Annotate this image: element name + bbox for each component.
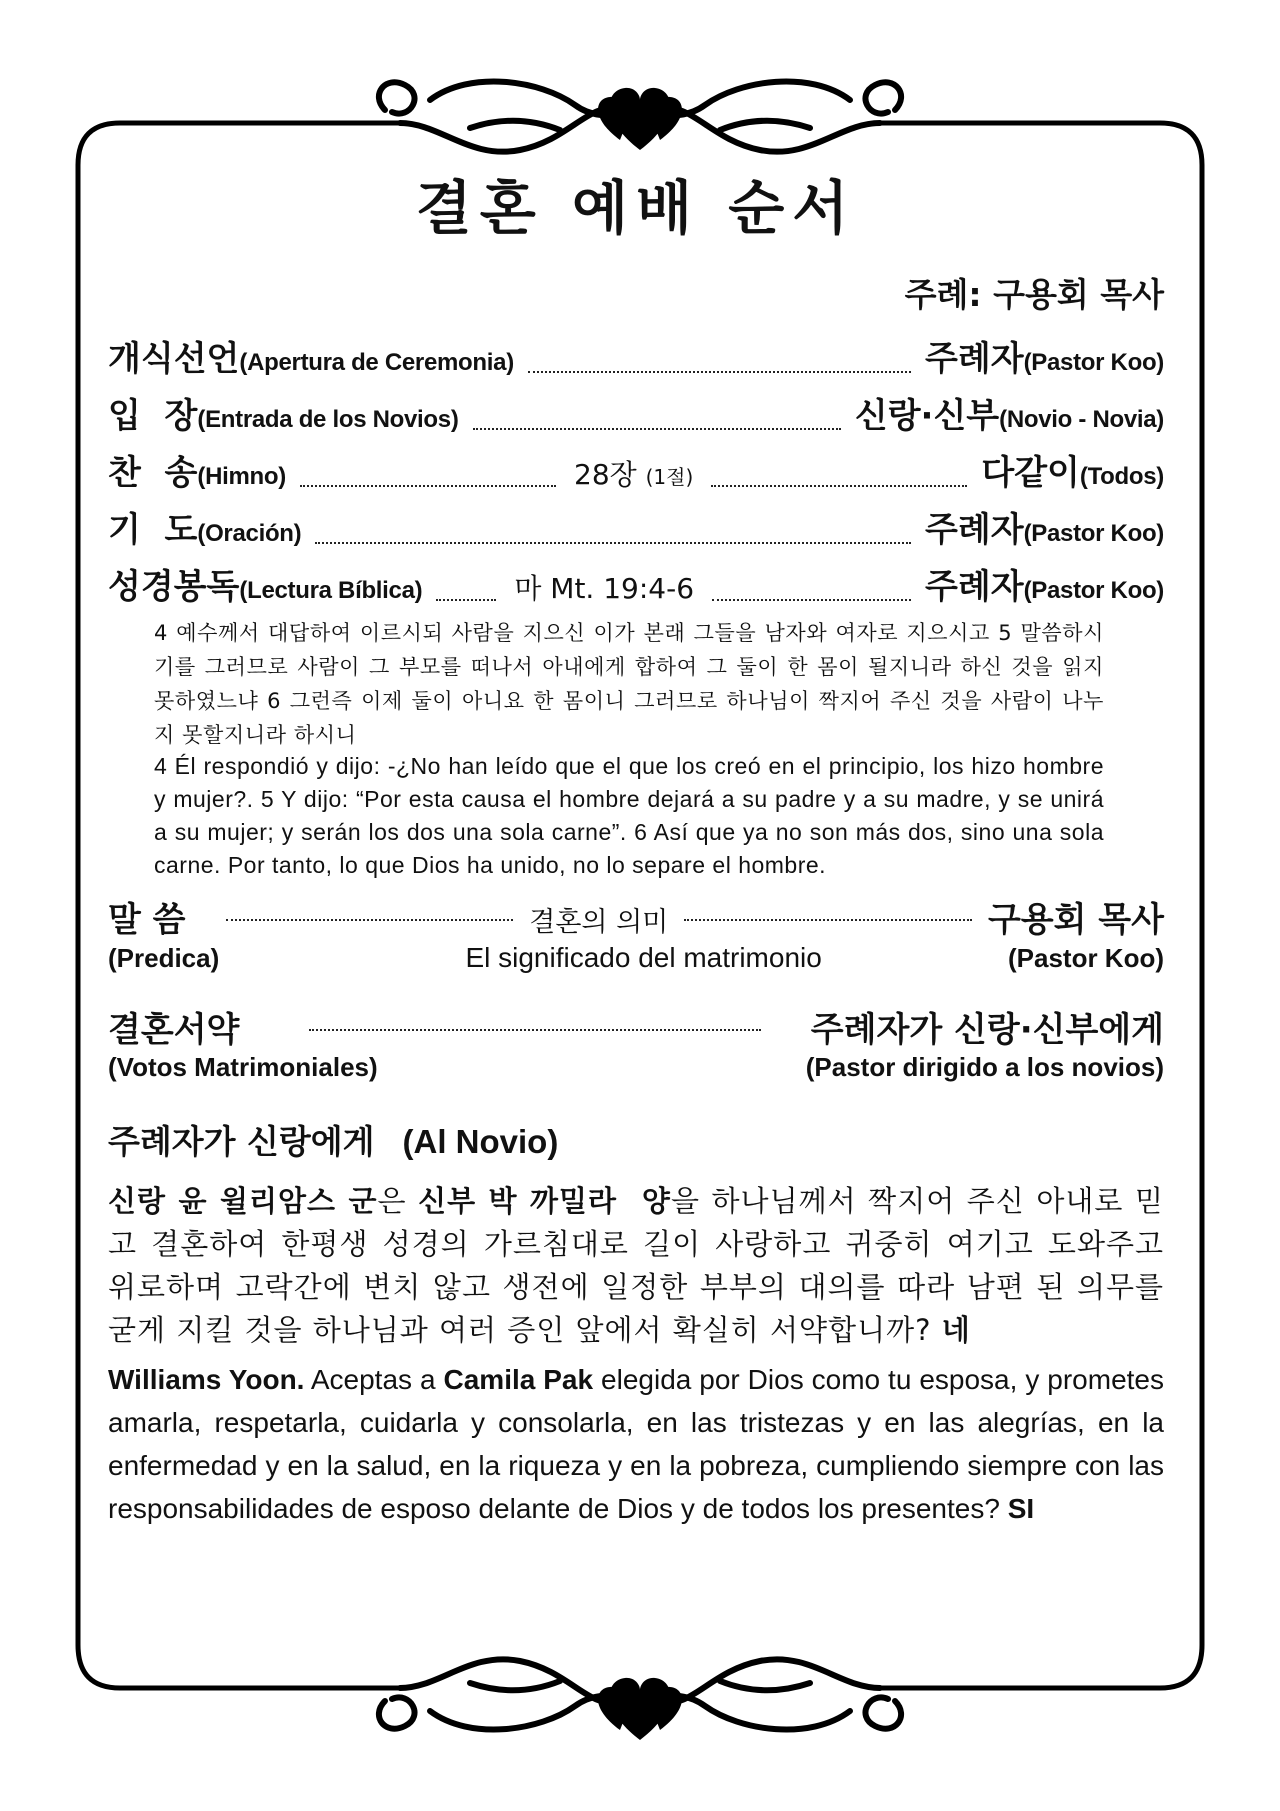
program-item-reading bbox=[108, 559, 1164, 616]
dot-leader bbox=[300, 484, 556, 487]
vow-answer-ko: 네 bbox=[941, 1313, 971, 1347]
program-item-hymn bbox=[108, 445, 1164, 502]
item-person-es: (Pastor Koo) bbox=[1023, 349, 1164, 376]
sermon-topic-es: El significado del matrimonio bbox=[465, 942, 822, 973]
dot-leader bbox=[528, 370, 911, 373]
dot-leader bbox=[436, 598, 496, 601]
sermon-title-es: (Predica) bbox=[108, 943, 220, 973]
bottom-hearts-icon bbox=[598, 1678, 682, 1740]
item-person-ko: 주례자 bbox=[925, 339, 1024, 379]
item-title-es: (Himno) bbox=[197, 463, 286, 490]
item-person-es: (Todos) bbox=[1079, 463, 1164, 490]
dot-leader bbox=[226, 919, 514, 921]
item-person-ko: 주례자 bbox=[925, 567, 1024, 607]
scripture-text-es: 4 Él respondió y dijo: -¿No han leído que el que los creó en el principio, los hizo hombre y mujer?. 5 Y dijo: “Por esta causa el hombre dejará a su padre y a su madre, y se unirá a su mujer; y serán los dos una sola carne”. 6 Así que ya no son más dos, sino una sola carne. Por tanto, lo que Dios ha unido, no lo separe el hombre. bbox=[154, 753, 1104, 878]
item-title-ko: 개식선언 bbox=[108, 339, 240, 379]
program-item-opening bbox=[108, 331, 1164, 388]
item-title-ko: 찬 송 bbox=[108, 453, 198, 493]
item-person-es: (Pastor Koo) bbox=[1023, 520, 1164, 547]
dot-leader bbox=[315, 541, 911, 544]
sermon-section bbox=[108, 892, 1164, 994]
sermon-preacher-ko: 구용회 목사 bbox=[987, 900, 1164, 940]
to-groom-es: (Al Novio) bbox=[402, 1123, 559, 1160]
vow-text: Aceptas a bbox=[304, 1364, 444, 1395]
item-title-ko: 입 장 bbox=[108, 396, 198, 436]
dot-leader bbox=[711, 484, 967, 487]
to-groom-heading bbox=[108, 1118, 1164, 1166]
dot-leader bbox=[309, 1029, 760, 1031]
item-title-ko: 기 도 bbox=[108, 510, 198, 550]
sermon-preacher-es: (Pastor Koo) bbox=[1008, 943, 1164, 973]
groom-name-es: Williams Yoon. bbox=[108, 1364, 305, 1395]
item-person-ko: 신랑·신부 bbox=[854, 396, 1000, 436]
item-title-es: (Apertura de Ceremonia) bbox=[239, 349, 514, 376]
hymn-verse: (1절) bbox=[645, 465, 694, 489]
vow-text: elegida por Dios como tu esposa, y prometes amarla, respetarla, cuidarla y consolarla, en las tristezas y en las alegrías, en la enfermedad y en la salud, en la riqueza y en la pobreza, cumpliendo siempre con las responsabilidades de esposo delante de Dios y de todos los presentes? bbox=[108, 1364, 1165, 1524]
dot-leader bbox=[473, 427, 841, 430]
item-title-es: (Entrada de los Novios) bbox=[197, 406, 459, 433]
item-title-ko: 성경봉독 bbox=[108, 567, 240, 607]
item-person-es: (Pastor Koo) bbox=[1023, 577, 1164, 604]
scripture-reference: 마 Mt. 19:4-6 bbox=[514, 572, 695, 605]
top-hearts-icon bbox=[598, 88, 682, 150]
vow-answer-es: SI bbox=[1007, 1493, 1035, 1524]
vow-text: 은 bbox=[377, 1184, 419, 1218]
program-item-entrance bbox=[108, 388, 1164, 445]
vows-title-es: (Votos Matrimoniales) bbox=[108, 1052, 378, 1082]
scripture-passage bbox=[154, 616, 1104, 882]
item-person-es: (Novio - Novia) bbox=[999, 406, 1164, 433]
vows-title-ko: 결혼서약 bbox=[108, 1010, 240, 1050]
dot-leader bbox=[684, 919, 972, 921]
dot-leader bbox=[712, 598, 911, 601]
vows-leader-ko: 주례자가 신랑·신부에게 bbox=[810, 1010, 1164, 1050]
page-title: 결혼 예배 순서 bbox=[415, 174, 857, 242]
vows-section bbox=[108, 1002, 1164, 1102]
program-list bbox=[108, 331, 1164, 616]
scripture-text-ko: 4 예수께서 대답하여 이르시되 사람을 지으신 이가 본래 그들을 남자와 여자로 지으시고 5 말씀하시기를 그러므로 사람이 그 부모를 떠나서 아내에게 합하여 그 둘이 한 몸이 될지니라 하신 것을 읽지 못하였느냐 6 그런즉 이제 둘이 아니요 한 몸이니 그러므로 하나님이 짝지어 주신 것을 사람이 나누지 못할지니라 하시니 bbox=[154, 621, 1104, 747]
to-groom-ko: 주례자가 신랑에게 bbox=[108, 1122, 375, 1161]
sermon-topic-ko: 결혼의 의미 bbox=[529, 907, 669, 938]
vow-text: 을 하나님께서 짝지어 주신 아내로 믿고 결혼하여 한평생 성경의 가르침대로 길이 사랑하고 귀중히 여기고 도와주고 위로하며 고락간에 변치 않고 생전에 일정한 부부의 대의를 따라 남편 된 의무를 굳게 지킬 것을 하나님과 여러 증인 앞에서 확실히 서약합니까? bbox=[108, 1184, 1165, 1347]
bride-name-ko: 신부 박 까밀라 양 bbox=[418, 1184, 671, 1218]
item-person-ko: 주례자 bbox=[925, 510, 1024, 550]
program-item-prayer bbox=[108, 502, 1164, 559]
groom-vow-ko bbox=[108, 1180, 1164, 1352]
hymn-number: 28장 bbox=[574, 458, 637, 491]
officiant-line: 주례: 구용회 목사 bbox=[904, 275, 1164, 314]
item-title-es: (Oración) bbox=[197, 520, 302, 547]
groom-vow-es bbox=[108, 1358, 1164, 1530]
sermon-title-ko: 말 씀 bbox=[108, 900, 186, 940]
program-content bbox=[108, 165, 1164, 1530]
item-person-ko: 다같이 bbox=[981, 453, 1080, 493]
vows-leader-es: (Pastor dirigido a los novios) bbox=[805, 1052, 1164, 1082]
bride-name-es: Camila Pak bbox=[443, 1364, 594, 1395]
item-title-es: (Lectura Bíblica) bbox=[239, 577, 423, 604]
groom-name-ko: 신랑 윤 윌리암스 군 bbox=[108, 1184, 378, 1218]
